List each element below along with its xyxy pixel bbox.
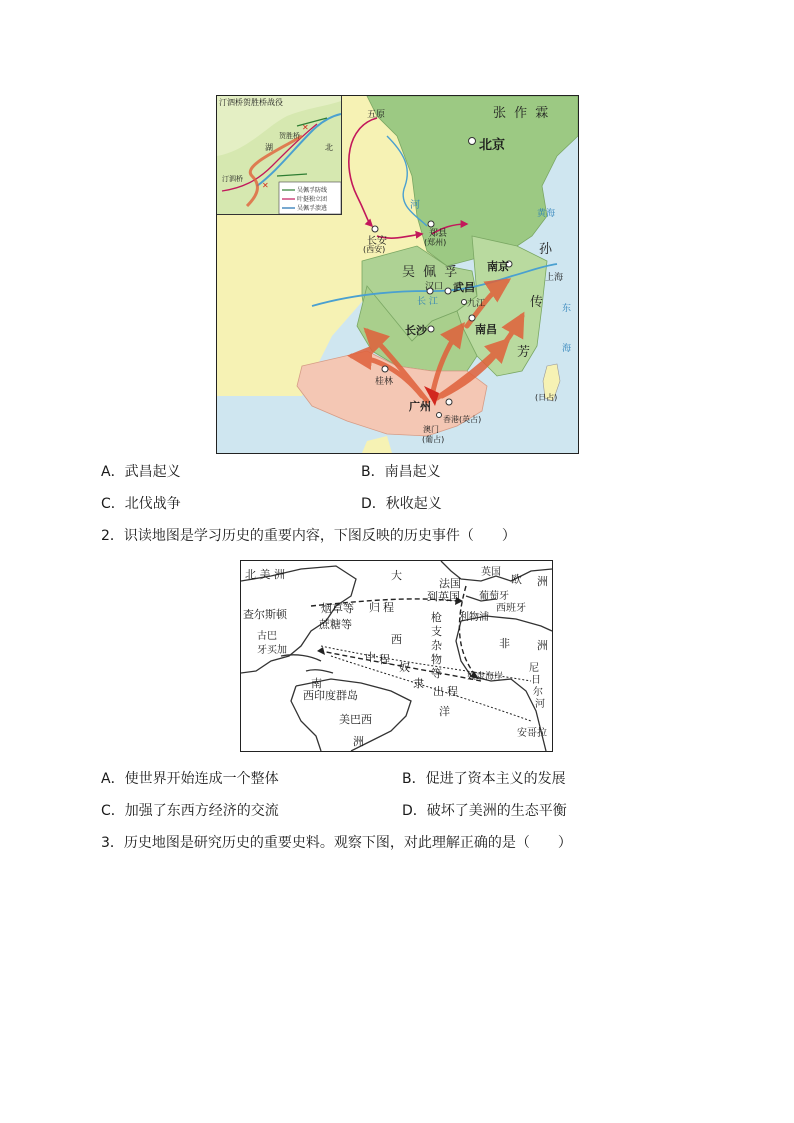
label-england: 英国 [481,567,501,578]
label-wu: 物 [431,653,442,666]
label-cheng-middle: 程 [379,653,390,666]
label-niger-1: 尼 [529,663,539,674]
inset-legend-3: 吴佩孚溃逃 [297,205,328,212]
inset-hu-label: 湖 [265,143,273,152]
label-za: 杂 [431,639,442,652]
city-nanjing: 南京 [487,260,509,273]
label-da: 大 [391,569,402,582]
city-zhengzhou: (郑州) [424,238,447,247]
label-south: 南 [311,677,322,690]
label-north-america: 北 美 洲 [245,568,285,581]
inset-legend-1: 吴佩孚防线 [297,187,328,194]
label-xi: 西 [391,633,402,646]
sea-label-3: 海 [562,344,572,354]
inset-bei-label: 北 [325,143,333,152]
q2-option-a[interactable]: A．使世界开始连成一个整体 [101,771,279,787]
label-europe-ou: 欧 [511,573,522,586]
inset-legend-2: 叶挺独立团 [297,196,328,203]
city-wuyuan: 五原 [367,110,386,120]
warlord-zhang-label: 张 作 霖 [493,106,551,121]
city-guangzhou: 广州 [409,400,431,413]
city-hankou: 汉口 [425,282,444,292]
sea-label-1: 黄海 [537,209,556,219]
q1-option-d[interactable]: D．秋收起义 [361,496,442,512]
label-deng: 等 [431,667,442,680]
inset-title: 汀泗桥贺胜桥战役 [219,98,283,107]
label-charleston: 查尔斯顿 [243,608,287,621]
label-cuba: 古巴 [257,631,277,642]
warlord-sun-label-1: 孙 [539,242,553,257]
city-macau-occ: (葡占) [422,435,445,444]
label-niger-2: 日 [531,675,541,686]
q1-option-c[interactable]: C．北伐战争 [101,496,181,512]
label-tobacco: 烟草等 [321,602,354,615]
label-gui: 归 [369,601,380,614]
svg-text:✕: ✕ [262,181,269,190]
label-africa-fei: 非 [499,637,510,650]
city-shanghai: 上海 [545,273,564,283]
city-macau: 澳门 [423,425,439,434]
svg-text:✕: ✕ [302,123,309,132]
q1-option-b[interactable]: B．南昌起义 [361,464,441,480]
label-chu: 出 [433,685,444,698]
label-to-england: 到英国 [427,590,460,603]
label-cheng-out: 程 [447,685,458,698]
city-guilin: 桂林 [375,377,394,387]
label-cheng-return: 程 [383,601,394,614]
q2-option-c[interactable]: C．加强了东西方经济的交流 [101,803,279,819]
q2-option-d[interactable]: D．破坏了美洲的生态平衡 [402,803,567,819]
label-sa-zhou: 洲 [353,735,364,748]
label-niger-4: 河 [535,699,545,710]
label-qiang: 枪 [431,611,442,624]
q2-option-b[interactable]: B．促进了资本主义的发展 [402,771,566,787]
warlord-wu-label: 吴 佩 孚 [402,265,460,280]
label-spain: 西班牙 [496,603,526,614]
label-portugal: 葡萄牙 [479,591,509,602]
label-europe-zhou: 洲 [537,575,548,588]
label-niger-3: 尔 [533,687,543,698]
city-taiwan: (日占) [535,393,558,402]
label-yang: 洋 [439,705,450,718]
city-hongkong: 香港(英占) [443,415,482,424]
label-zhong: 中 [365,651,376,664]
river-changjiang-label: 长 江 [417,297,438,307]
question-3-text: 3．历史地图是研究历史的重要史料。观察下图，对此理解正确的是（ ） [101,835,572,851]
inset-he-label: 贺胜桥 [279,132,300,140]
city-xian: (西安) [363,245,386,254]
inset-ting-label: 汀泗桥 [222,175,243,183]
label-slave-coast: 奴隶海岸 [467,672,504,682]
q1-option-a[interactable]: A．武昌起义 [101,464,181,480]
city-nanchang: 南昌 [475,323,497,336]
city-changan: 长安 [367,236,387,247]
city-wuchang: 武昌 [453,281,475,294]
label-west-indies: 西印度群岛 [303,689,358,702]
label-nu: 奴 [399,661,410,674]
label-angola: 安哥拉 [517,728,547,739]
label-liverpool: 利物浦 [459,612,489,623]
label-brazil: 美巴西 [339,713,372,726]
label-sugar: 蔗糖等 [319,618,352,631]
question-2-text: 2．识读地图是学习历史的重要内容，下图反映的历史事件（ ） [101,528,516,544]
label-africa-zhou: 洲 [537,639,548,652]
northern-expedition-map [216,95,579,454]
warlord-sun-label-2: 传 [530,295,544,310]
label-zhi: 支 [431,625,442,638]
city-beijing: 北京 [479,138,506,153]
label-jamaica: 牙买加 [257,645,287,656]
inset-map [217,96,342,215]
sea-label-2: 东 [562,304,572,314]
city-changsha: 长沙 [405,324,427,337]
label-li: 隶 [413,677,424,690]
city-jiujiang: 九江 [467,299,486,309]
warlord-sun-label-3: 芳 [517,345,531,360]
river-he-label: 河 [410,200,420,211]
triangular-trade-map [240,560,553,752]
city-zhengxian: 郑县 [429,229,448,239]
label-france: 法国 [439,577,461,590]
